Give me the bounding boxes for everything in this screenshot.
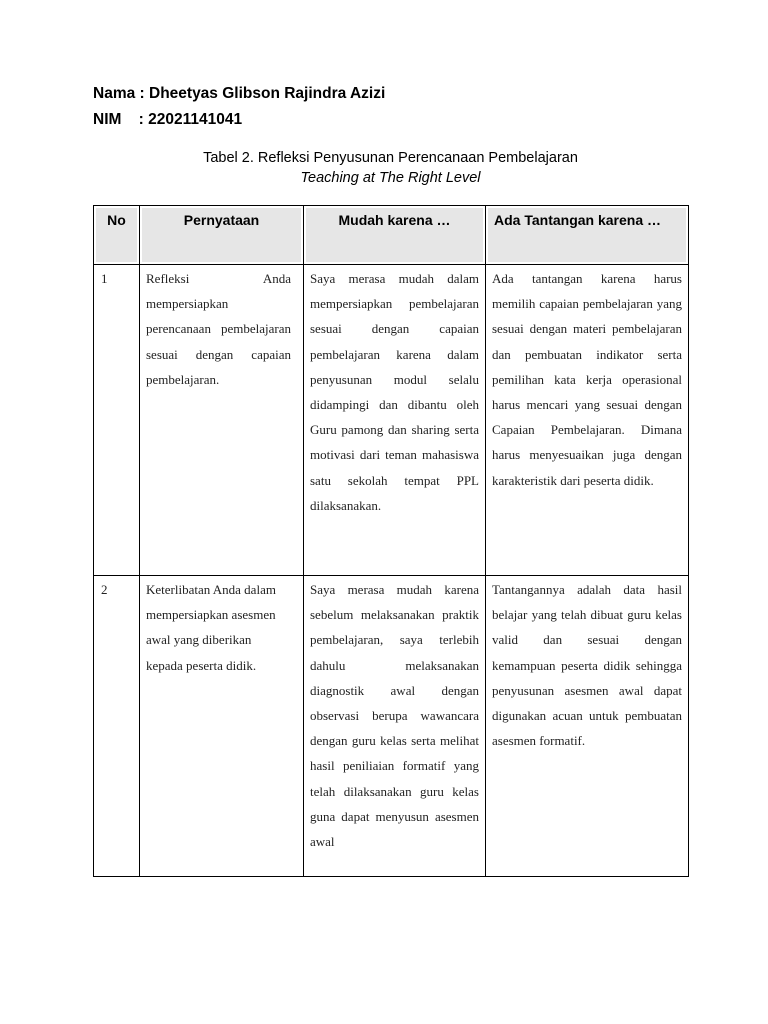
header-tantangan: Ada Tantangan karena … [486, 206, 689, 265]
header-no: No [94, 206, 140, 265]
row-mudah: Saya merasa mudah dalam mempersiapkan pembelajaran sesuai dengan capaian pembelajaran karena dalam penyusunan modul selalu didampingi dan dibantu oleh Guru pamong dan sharing serta motivasi dari teman mahasiswa satu sekolah tempat PPL dilaksanakan. [304, 265, 486, 576]
row-tantangan: Tantangannya adalah data hasil belajar yang telah dibuat guru kelas valid dan sesuai dengan kemampuan peserta didik sehingga penyusunan asesmen awal dapat digunakan acuan untuk pembuatan asesmen formatif. [486, 576, 689, 877]
header-pernyataan: Pernyataan [140, 206, 304, 265]
table-header-row [94, 206, 689, 265]
row-number: 1 [94, 265, 140, 576]
student-nim: 22021141041 [148, 111, 243, 128]
student-name: Dheetyas Glibson Rajindra Azizi [149, 85, 386, 102]
row-pernyataan: Keterlibatan Anda dalam mempersiapkan asesmen awal yang diberikan kepada peserta didik. [140, 576, 304, 877]
table-title: Tabel 2. Refleksi Penyusunan Perencanaan Pembelajaran [203, 150, 578, 166]
header-mudah: Mudah karena … [304, 206, 486, 265]
student-nim-line: NIM : 22021141041 [93, 111, 243, 128]
row-mudah: Saya merasa mudah karena sebelum melaksanakan praktik pembelajaran, saya terlebih dahulu melaksanakan diagnostik awal dengan observasi berupa wawancara dengan guru kelas serta melihat hasil peniliaian formatif yang telah dilaksanakan guru kelas guna dapat menyusun asesmen awal [304, 576, 486, 877]
row-pernyataan: Refleksi Anda mempersiapkan perencanaan pembelajaran sesuai dengan capaian pembelajaran. [140, 265, 304, 576]
table-row [94, 576, 689, 877]
table-subtitle: Teaching at The Right Level [300, 170, 481, 186]
reflection-table [93, 205, 689, 877]
student-name-line: Nama : Dheetyas Glibson Rajindra Azizi [93, 85, 386, 102]
nim-label: NIM [93, 111, 122, 128]
row-number: 2 [94, 576, 140, 877]
row-tantangan: Ada tantangan karena harus memilih capaian pembelajaran yang sesuai dengan materi pembelajaran dan pembuatan indikator serta pemilihan kata kerja operasional harus mencari yang sesuai dengan Capaian Pembelajaran. Dimana harus menyesuaikan juga dengan karakteristik dari peserta didik. [486, 265, 689, 576]
name-label: Nama [93, 85, 136, 102]
table-row [94, 265, 689, 576]
